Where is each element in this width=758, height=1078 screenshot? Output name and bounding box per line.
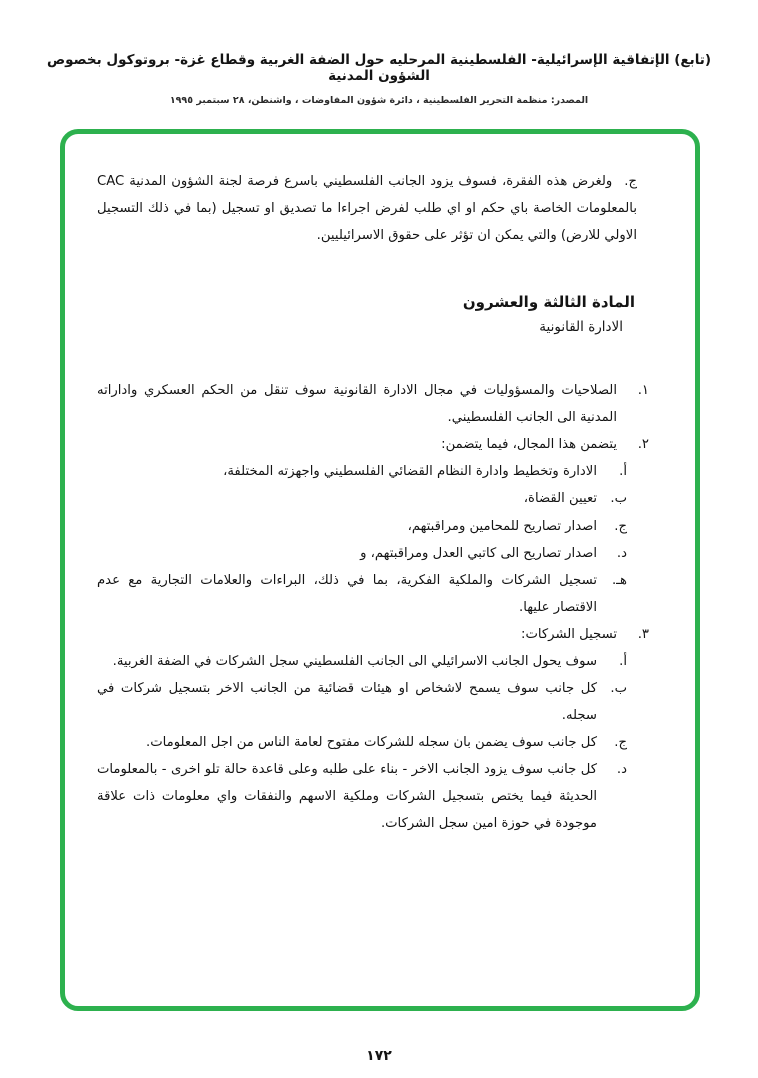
sublist-item-marker: أ.	[619, 653, 627, 669]
sublist-item-text: سوف يحول الجانب الاسرائيلي الى الجانب الفلسطيني سجل الشركات في الضفة الغربية.	[112, 653, 597, 669]
list-item-3c	[97, 729, 627, 756]
sublist-item-marker: هـ.	[611, 572, 627, 588]
intro-paragraph	[97, 168, 637, 249]
sublist-item-marker: ب.	[610, 491, 627, 507]
list-item-2a	[97, 458, 627, 485]
sublist-item-text: كل جانب سوف يزود الجانب الاخر - بناء على طلبه وعلى قاعدة حالة تلو اخرى - بالمعلومات الحديثة فيما يختص بتسجيل الشركات وملكية الاسهم والنفقات واي معلومات ذات علاقة موجودة في حوزة امين سجل الشركات.	[97, 762, 597, 832]
content-box	[60, 129, 700, 1011]
list-item-text: تسجيل الشركات:	[521, 626, 617, 642]
sublist-item-marker: ب.	[610, 680, 627, 696]
list-item-2e	[97, 567, 627, 621]
sublist-item-marker: د.	[616, 545, 627, 561]
sublist-item-text: اصدار تصاريح للمحامين ومراقبتهم،	[407, 518, 597, 534]
sublist-item-marker: د.	[616, 762, 627, 778]
sublist-item-text: كل جانب سوف يضمن بان سجله للشركات مفتوح لعامة الناس من اجل المعلومات.	[146, 735, 597, 750]
article-title: المادة الثالثة والعشرون	[462, 293, 635, 312]
list-item-marker: ٢.	[637, 437, 649, 453]
header-source-line: المصدر: منظمة التحرير الفلسطينية ، دائرة شؤون المفاوضات ، واشنطن، ٢٨ سبتمبر ١٩٩٥	[169, 95, 589, 106]
list-item-text: الصلاحيات والمسؤوليات في مجال الادارة القانونية سوف تنقل من الحكم العسكري واداراته المدنية الى الجانب الفلسطيني.	[97, 383, 617, 426]
sublist-item-text: تسجيل الشركات والملكية الفكرية، بما في ذلك، البراءات والعلامات التجارية مع عدم الاقتصار عليها.	[97, 572, 597, 615]
list-item-marker: ٣.	[637, 626, 649, 642]
article-list	[97, 377, 649, 837]
sublist-item-marker: ج.	[614, 735, 627, 750]
list-item-2d	[97, 540, 627, 567]
sublist-item-text: اصدار تصاريح الى كاتبي العدل ومراقبتهم، و	[360, 545, 597, 561]
list-item-2	[97, 431, 649, 458]
list-item-marker: ١.	[637, 383, 649, 399]
intro-paragraph-text: ولغرض هذه الفقرة، فسوف يزود الجانب الفلسطيني باسرع فرصة لجنة الشؤون المدنية CAC بالمعلومات الخاصة باي حكم او اي طلب لفرض اجراءا ما تصديق او تسجيل (بما في ذلك التسجيل الاولي للارض) والتي يمكن ان تؤثر على حقوق الاسرائيليين.	[97, 174, 637, 244]
page-footer	[0, 1045, 758, 1064]
list-item-2b	[97, 485, 627, 512]
sublist-item-marker: أ.	[619, 464, 627, 480]
list-item-3	[97, 621, 649, 648]
list-item-3d	[97, 756, 627, 837]
sublist-item-text: الادارة وتخطيط وادارة النظام القضائي الفلسطيني واجهزته المختلفة،	[223, 464, 597, 480]
list-item-1	[97, 377, 649, 431]
header-title: (تابع) الإتفاقية الإسرائيلية- الفلسطينية المرحليه حول الضفة الغربية وقطاع غزة- بروتوكول بخصوص الشؤون المدنية	[47, 52, 711, 84]
intro-paragraph-marker: ج.	[624, 174, 637, 189]
list-item-text: يتضمن هذا المجال، فيما يتضمن:	[441, 437, 617, 453]
list-item-2c	[97, 513, 627, 540]
list-item-3a	[97, 648, 627, 675]
sublist-item-marker: ج.	[614, 518, 627, 534]
sublist-item-text: كل جانب سوف يسمح لاشخاص او هيئات قضائية من الجانب الاخر بتسجيل شركات في سجله.	[97, 680, 597, 723]
article-subtitle: الادارة القانونية	[539, 319, 623, 336]
page-number: ١٧٢	[366, 1048, 392, 1064]
sublist-item-text: تعيين القضاة،	[523, 491, 597, 507]
list-item-3b	[97, 675, 627, 729]
document-header	[0, 0, 758, 106]
